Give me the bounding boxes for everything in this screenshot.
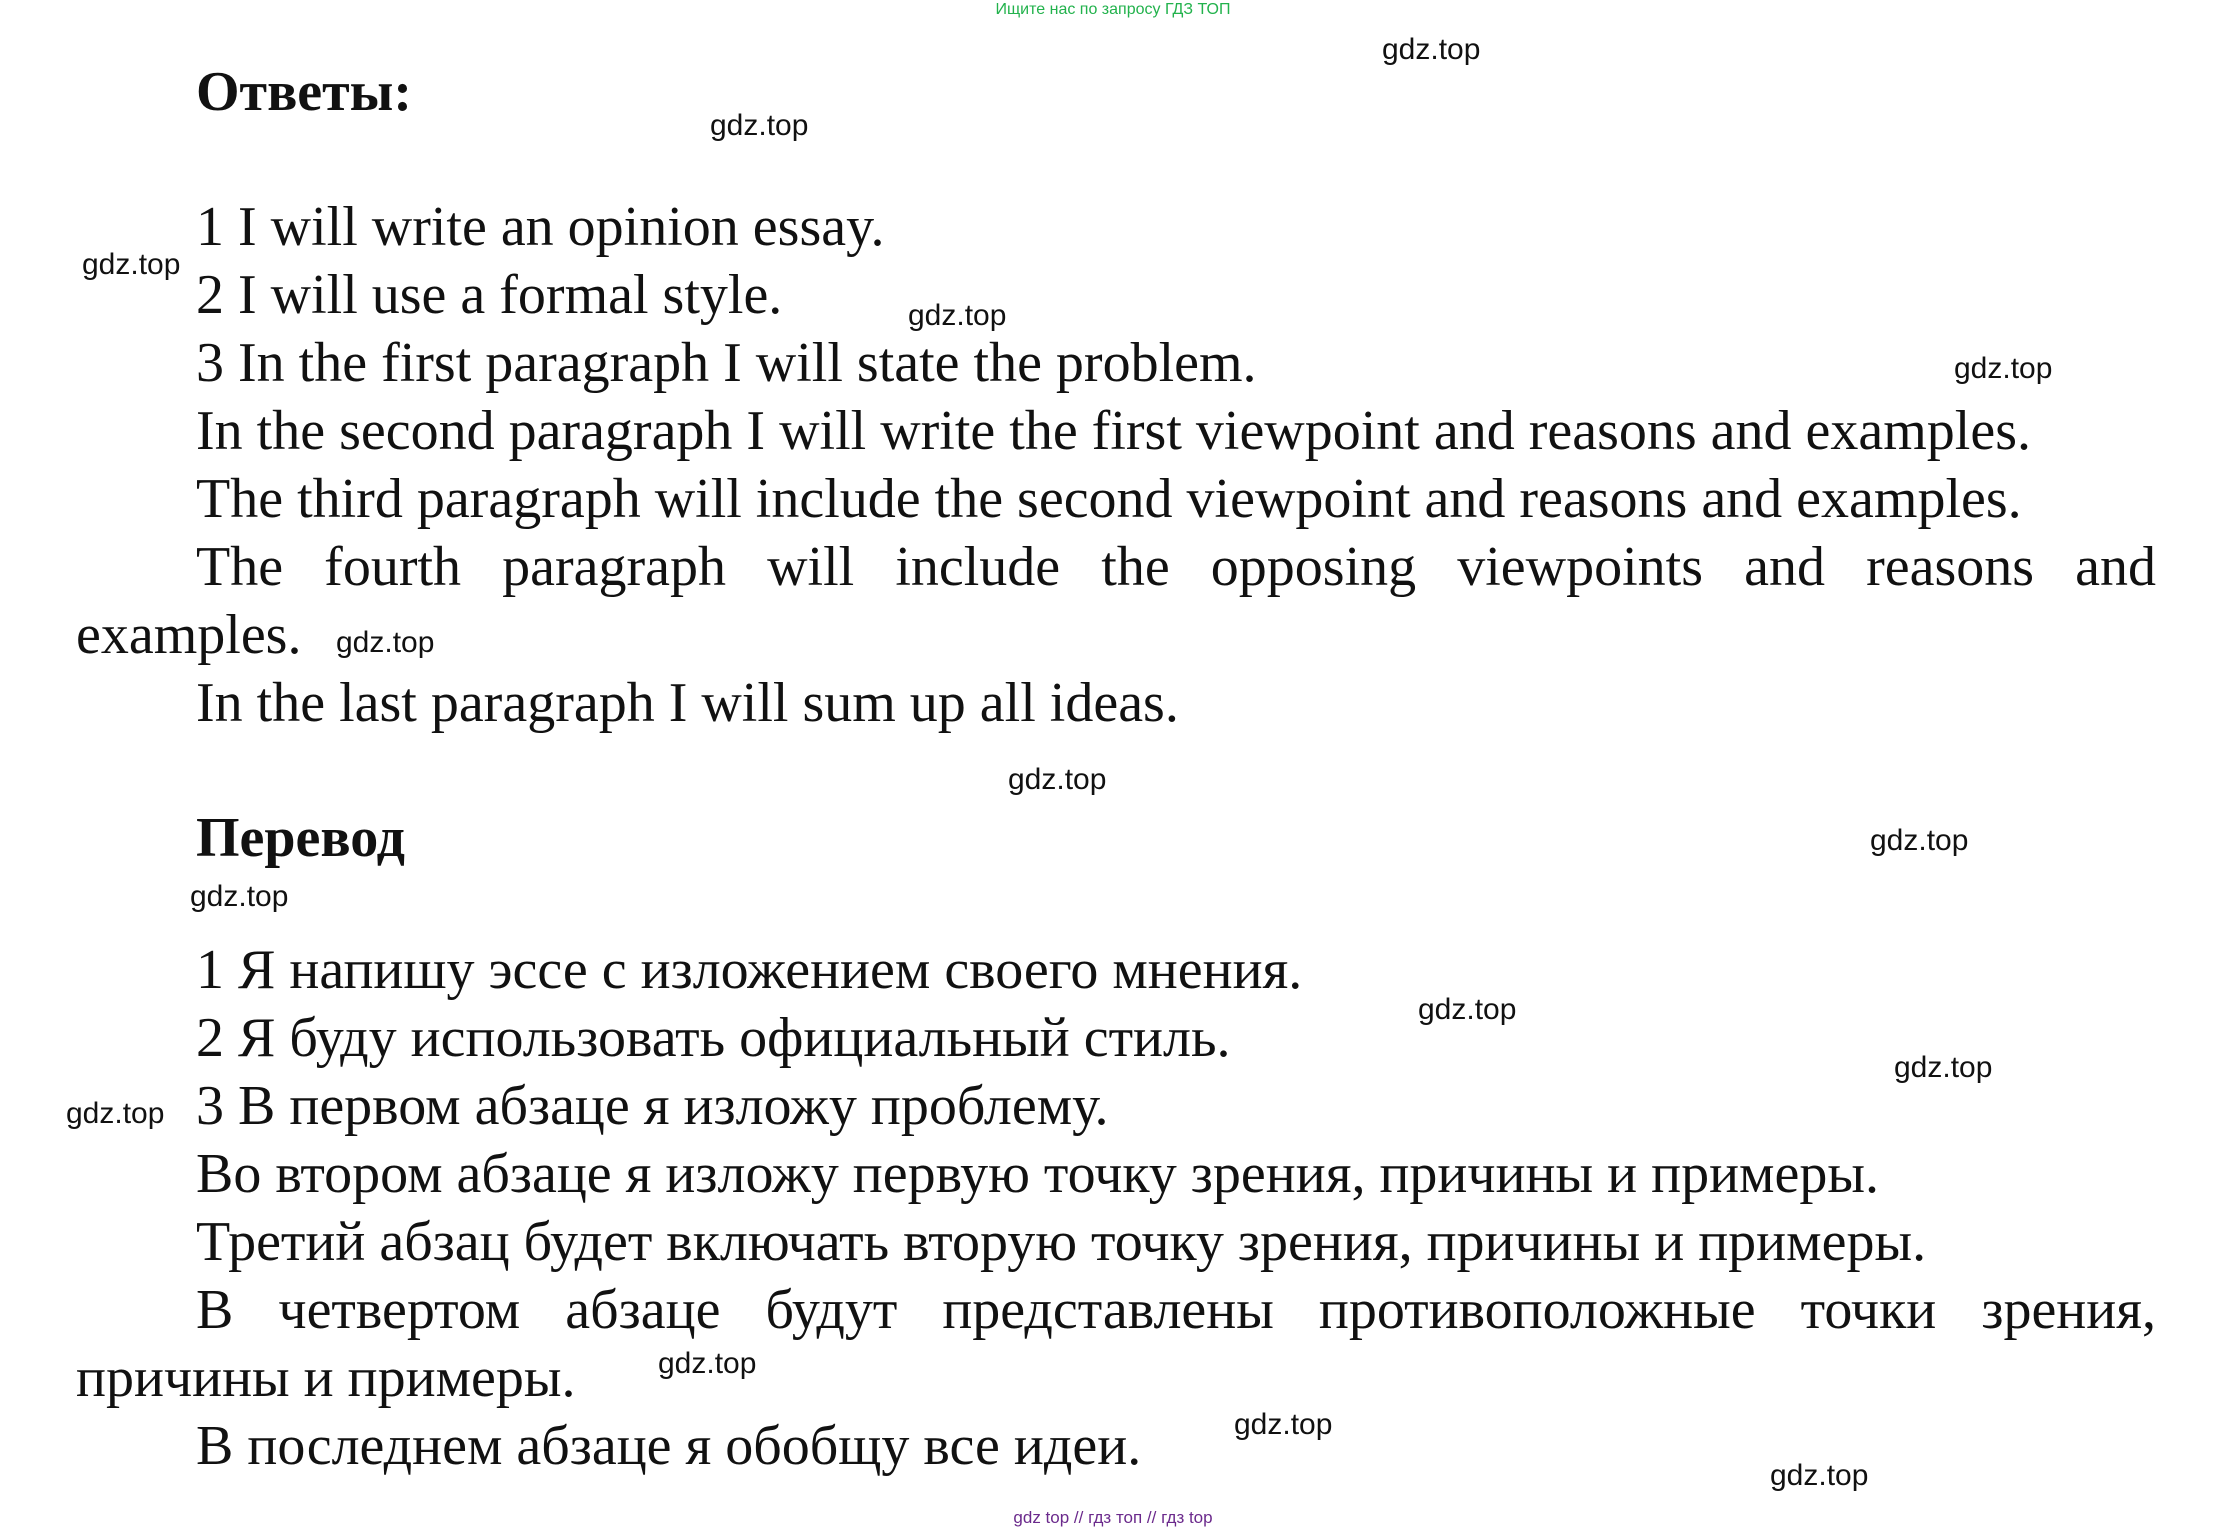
watermark: gdz.top: [1894, 1051, 1993, 1084]
watermark: gdz.top: [1770, 1459, 1869, 1492]
answer-line-6: The fourth paragraph will include the opposing viewpoints and reasons and: [196, 536, 2156, 598]
watermark: gdz.top: [1382, 33, 1481, 66]
answer-line-6-continued: examples.: [76, 604, 302, 666]
watermark: gdz.top: [1954, 352, 2053, 385]
answers-heading: Ответы:: [196, 61, 413, 123]
answer-line-7: In the last paragraph I will sum up all ideas.: [196, 672, 1179, 734]
watermark: gdz.top: [190, 880, 289, 913]
answer-line-2: 2 I will use a formal style.: [196, 264, 783, 326]
top-banner: Ищите нас по запросу ГДЗ ТОП: [995, 1, 1231, 18]
translation-line-6-continued: причины и примеры.: [76, 1347, 576, 1409]
translation-line-7: В последнем абзаце я обобщу все идеи.: [196, 1415, 1142, 1477]
translation-line-3: 3 В первом абзаце я изложу проблему.: [196, 1075, 1109, 1137]
answer-line-3: 3 In the first paragraph I will state the problem.: [196, 332, 1257, 394]
watermark: gdz.top: [82, 248, 181, 281]
watermark: gdz.top: [66, 1097, 165, 1130]
translation-line-5: Третий абзац будет включать вторую точку зрения, причины и примеры.: [196, 1211, 1927, 1273]
answer-line-4: In the second paragraph I will write the first viewpoint and reasons and examples.: [196, 400, 2031, 462]
watermark: gdz.top: [1234, 1408, 1333, 1441]
translation-heading: Перевод: [196, 807, 405, 869]
watermark: gdz.top: [1870, 824, 1969, 857]
answer-line-5: The third paragraph will include the second viewpoint and reasons and examples.: [196, 468, 2022, 530]
answer-line-1: 1 I will write an opinion essay.: [196, 196, 885, 258]
watermark: gdz.top: [336, 626, 435, 659]
translation-line-6: В четвертом абзаце будут представлены противоположные точки зрения,: [196, 1279, 2156, 1341]
translation-line-2: 2 Я буду использовать официальный стиль.: [196, 1007, 1231, 1069]
watermark: gdz.top: [1418, 993, 1517, 1026]
translation-line-1: 1 Я напишу эссе с изложением своего мнения.: [196, 939, 1303, 1001]
bottom-footer: gdz top // гдз топ // гдз top: [1013, 1508, 1213, 1527]
watermark: gdz.top: [658, 1347, 757, 1380]
watermark: gdz.top: [908, 299, 1007, 332]
translation-line-4: Во втором абзаце я изложу первую точку зрения, причины и примеры.: [196, 1143, 1879, 1205]
watermark: gdz.top: [710, 109, 809, 142]
watermark: gdz.top: [1008, 763, 1107, 796]
